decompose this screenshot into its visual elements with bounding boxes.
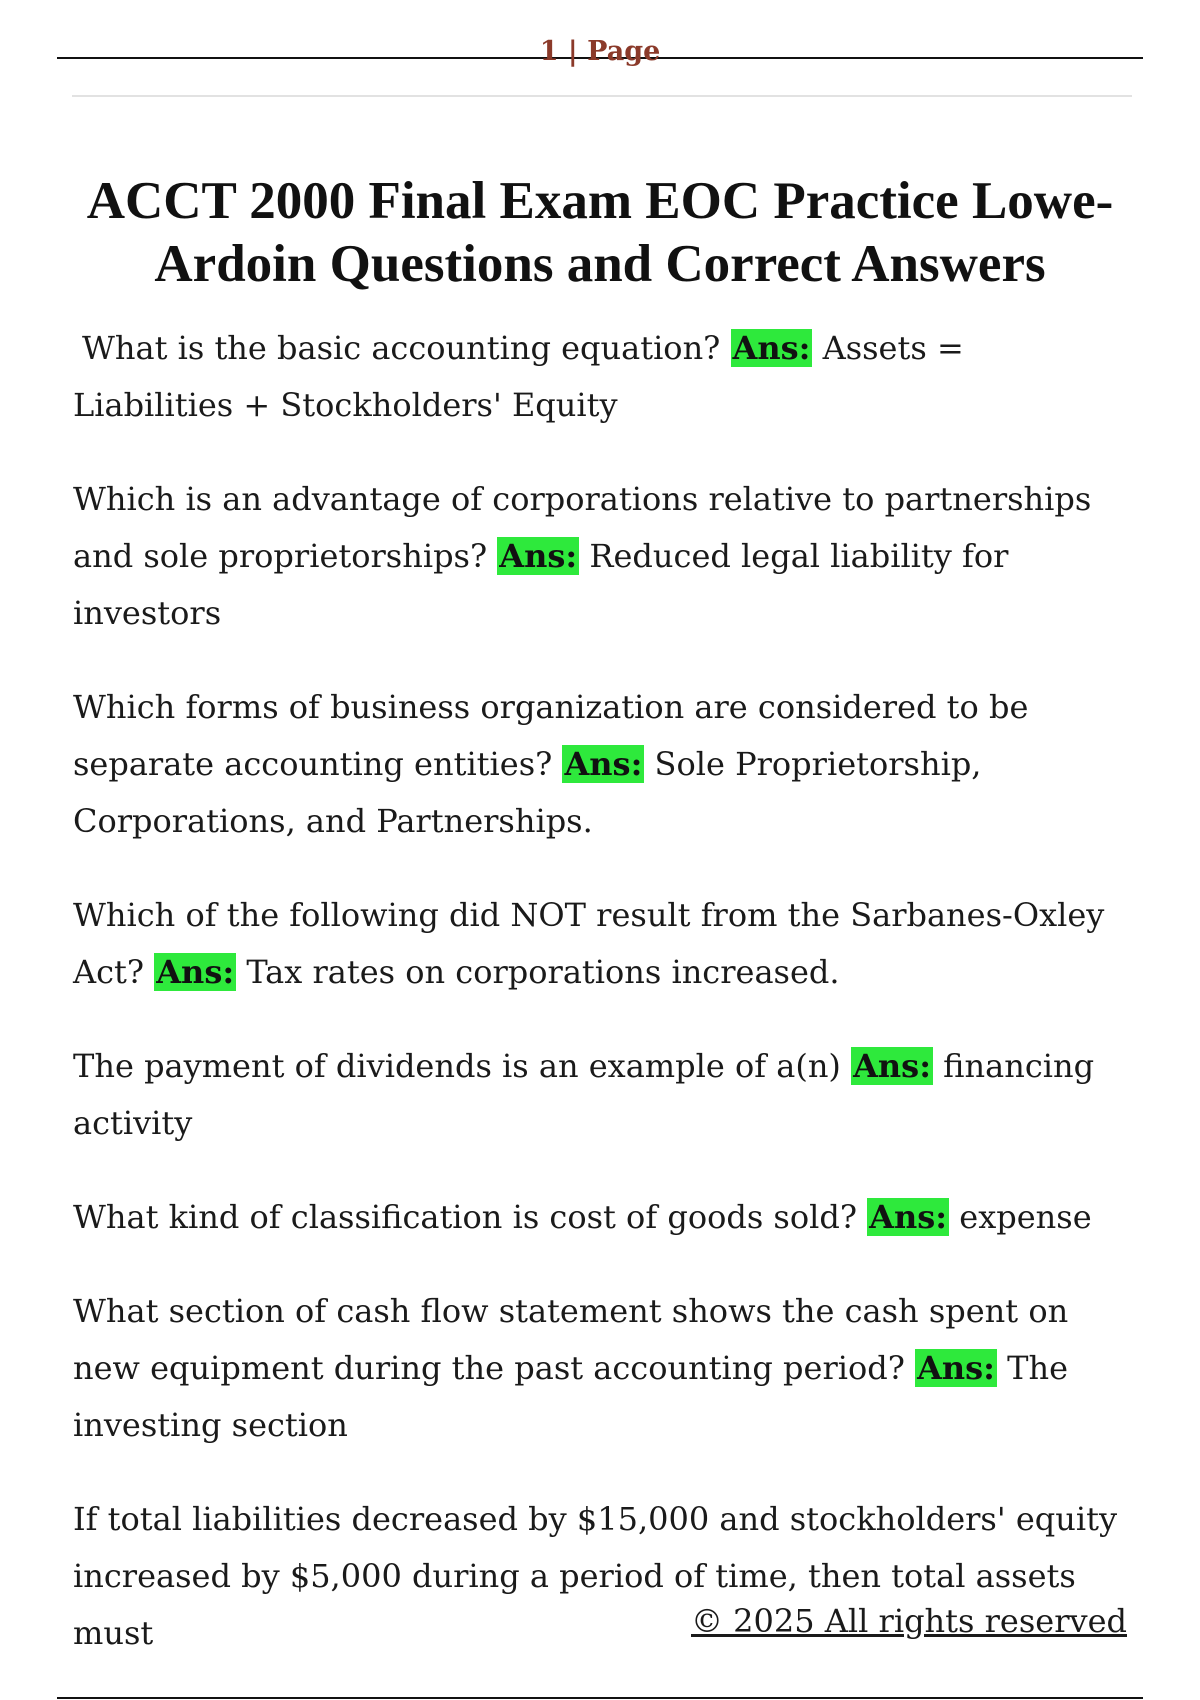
question-text: Which forms of business organization are considered to be separate accounting entities?: [73, 688, 1029, 783]
document-title: [60, 170, 1140, 296]
question-text: What section of cash flow statement shows the cash spent on new equipment during the past accounting period?: [73, 1292, 1069, 1387]
answer-label: Ans:: [499, 537, 578, 575]
page-header: [57, 30, 1143, 82]
qa-item: [73, 1038, 1133, 1152]
question-text: What kind of classification is cost of goods sold?: [73, 1198, 868, 1236]
answer-text: expense: [949, 1198, 1092, 1236]
page-number: 1 | Page: [539, 36, 661, 67]
question-text: The payment of dividends is an example of a(n): [73, 1047, 852, 1085]
answer-text: Reduced legal liability for investors: [73, 537, 1009, 632]
qa-item: [73, 679, 1133, 850]
qa-list: [73, 320, 1133, 1699]
answer-text: Tax rates on corporations increased.: [236, 953, 840, 991]
qa-item: [73, 1189, 1133, 1246]
title-line-1: ACCT 2000 Final Exam EOC Practice Lowe-: [86, 172, 1114, 230]
qa-item: [73, 887, 1133, 1001]
qa-item: [73, 320, 1133, 434]
answer-label: Ans:: [869, 1198, 948, 1236]
answer-label: Ans:: [917, 1349, 995, 1387]
question-text: If total liabilities decreased by $15,000 and stockholders' equity increased by $5,000 during a period of time, then total assets must: [73, 1500, 1118, 1652]
answer-text: financing activity: [73, 1047, 1095, 1142]
footer-rule: [57, 1697, 1143, 1699]
answer-text: The investing section: [73, 1349, 1069, 1444]
answer-label: Ans:: [732, 329, 811, 367]
qa-item: [73, 1283, 1133, 1454]
answer-label: Ans:: [156, 953, 235, 991]
answer-label: Ans:: [564, 745, 643, 783]
qa-item: [73, 471, 1133, 642]
question-text: What is the basic accounting equation?: [82, 329, 731, 367]
title-line-2: Ardoin Questions and Correct Answers: [154, 235, 1046, 293]
question-text: Which of the following did NOT result from the Sarbanes-Oxley Act?: [73, 896, 1105, 991]
answer-text: Sole Proprietorship, Corporations, and Partnerships.: [73, 745, 982, 840]
header-divider: [72, 95, 1132, 97]
answer-text: Assets = Liabilities + Stockholders' Equity: [73, 329, 964, 424]
question-text: Which is an advantage of corporations relative to partnerships and sole proprietorships?: [73, 480, 1092, 575]
copyright-notice: © 2025 All rights reserved: [691, 1602, 1127, 1640]
answer-label: Ans:: [853, 1047, 931, 1085]
